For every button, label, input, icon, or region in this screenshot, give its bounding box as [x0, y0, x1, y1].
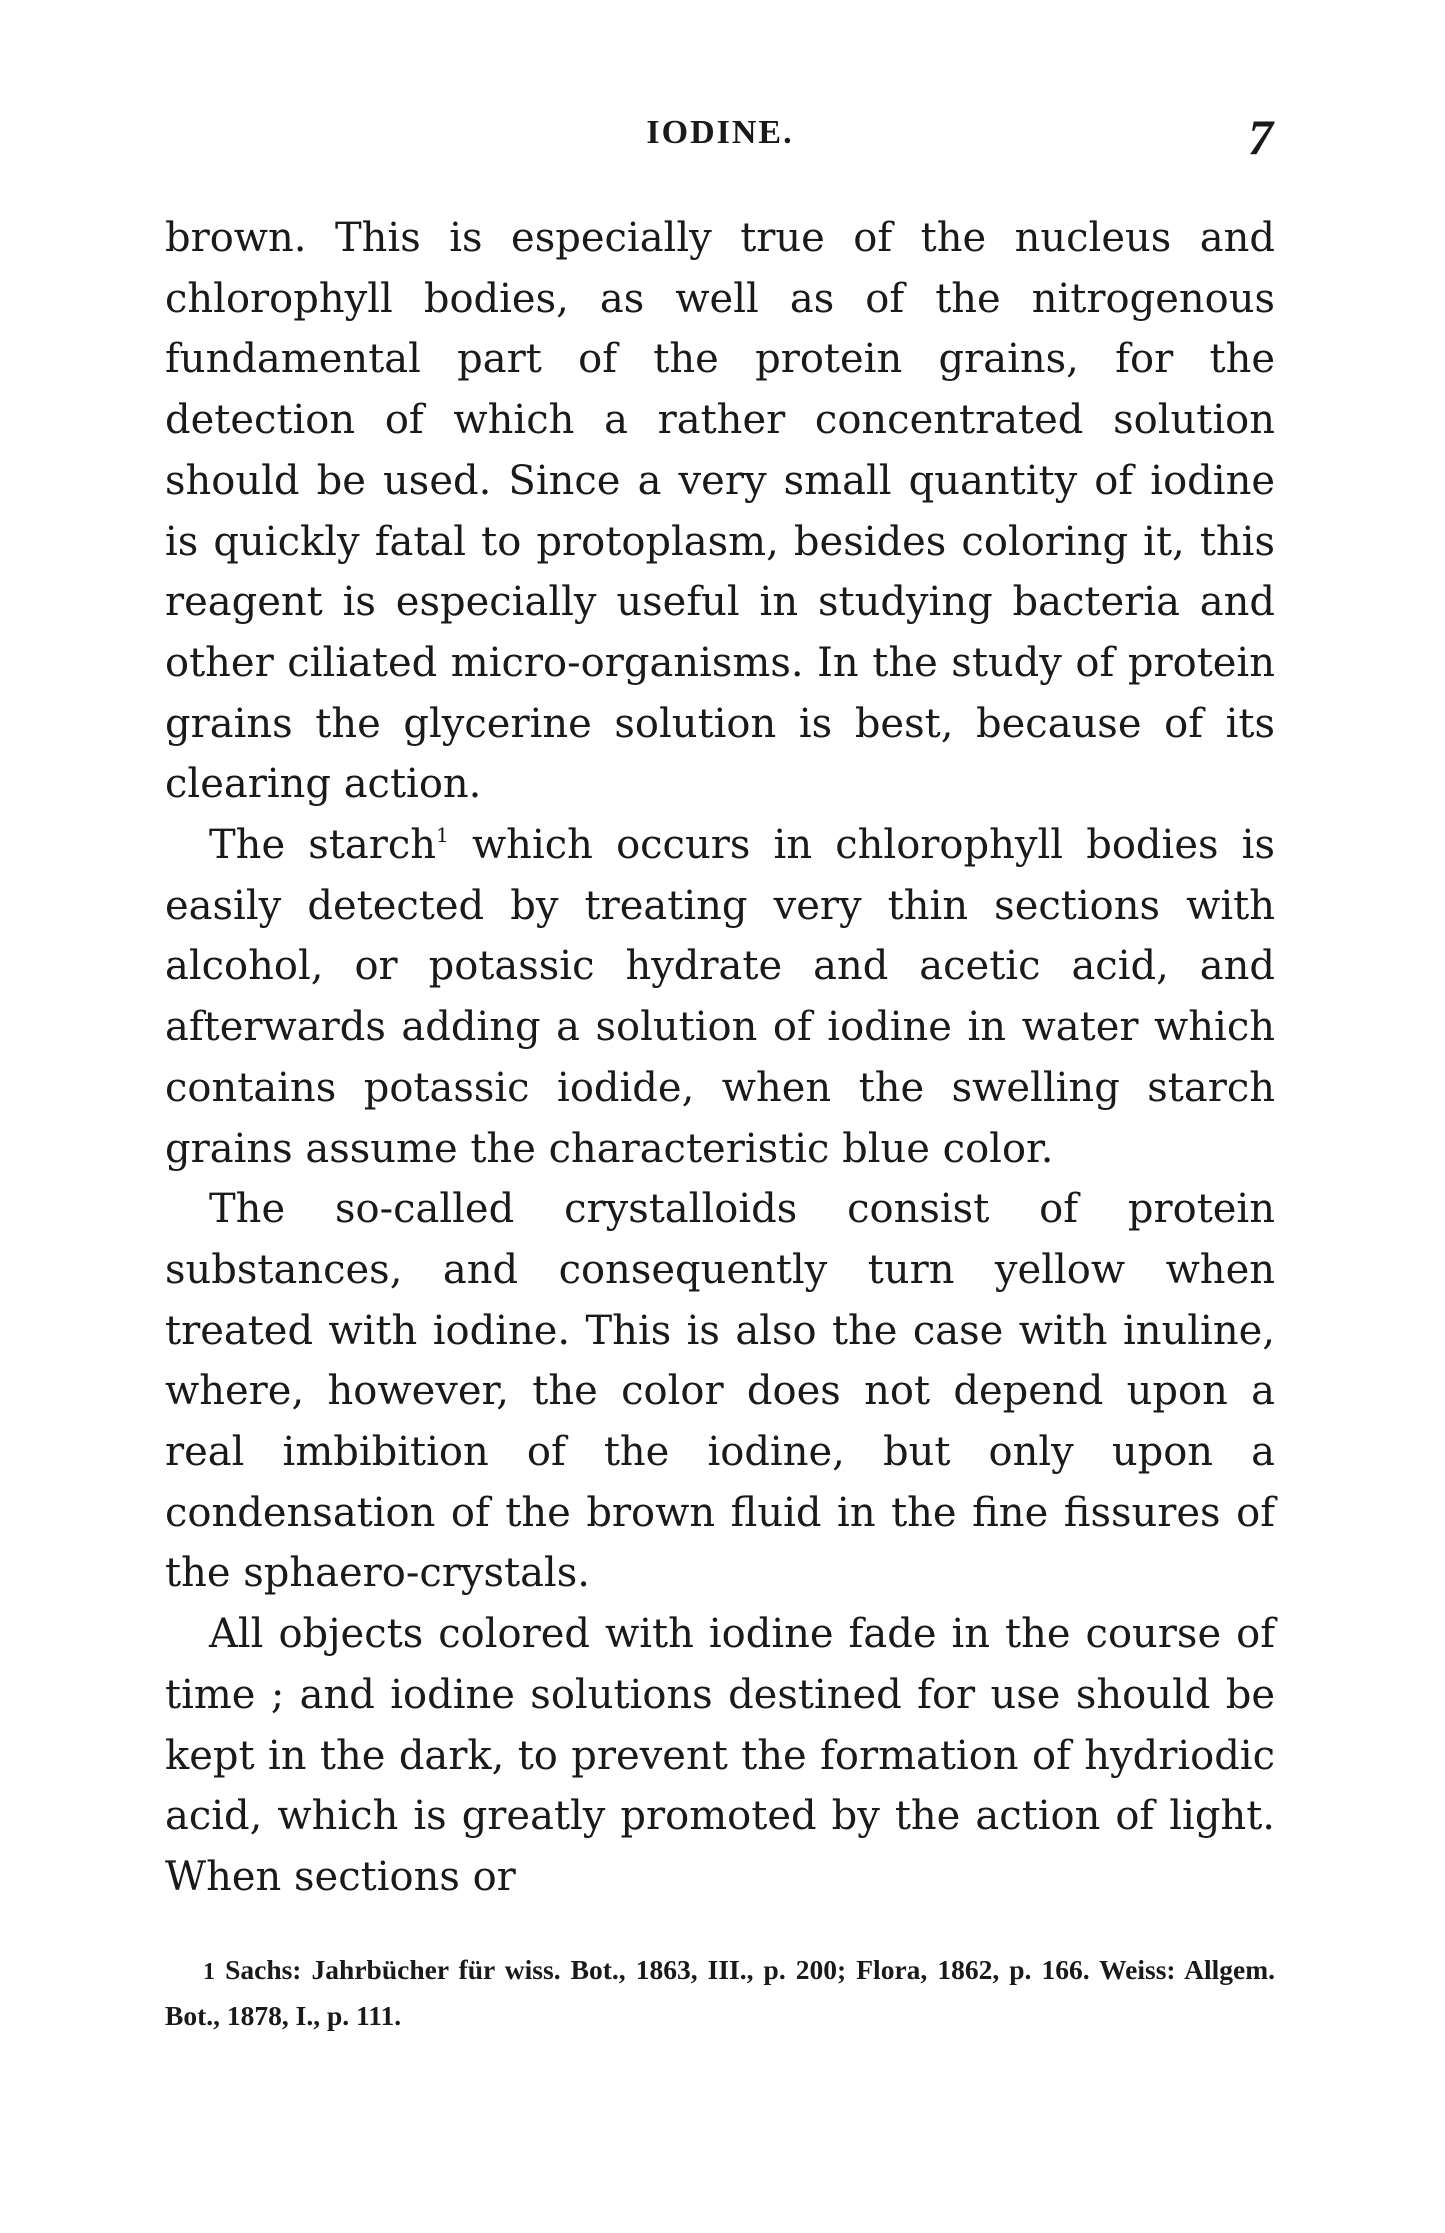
footnote-text: Sachs: Jahrbücher für wiss. Bot., 1863, III., p. 200; Flora, 1862, p. 166. Weiss: Allgem. Bot., 1878, I., p. 111.	[165, 1954, 1275, 2031]
running-head	[165, 108, 1275, 168]
running-title: IODINE.	[646, 114, 794, 151]
page-number: 7	[1248, 109, 1273, 165]
paragraph-3: The so-called crystalloids consist of protein substances, and consequently turn yellow when treated with iodine. This is also the case with inuline, where, however, the color does not depend upon a real imbibition of the iodine, but only upon a condensation of the brown fluid in the fine fissures of the sphaero-crystals.	[165, 1186, 1275, 1597]
paragraph-2	[165, 815, 1275, 1179]
footnote-mark: 1	[203, 1959, 215, 1985]
body-text	[165, 208, 1275, 1908]
paragraph-2-start: The starch	[209, 822, 437, 869]
footnote-reference: 1	[436, 823, 449, 848]
paragraph-4: All objects colored with iodine fade in the course of time ; and iodine solutions destined for use should be kept in the dark, to prevent the formation of hydriodic acid, which is greatly promoted by the action of light. When sections or	[165, 1611, 1275, 1900]
footnote-1	[165, 1948, 1275, 2038]
paragraph-2-rest: which occurs in chlorophyll bodies is easily detected by treating very thin sections with alcohol, or potassic hydrate and acetic acid, and afterwards adding a solution of iodine in water which contains potassic iodide, when the swelling starch grains assume the characteristic blue color.	[165, 822, 1276, 1172]
paragraph-1: brown. This is especially true of the nucleus and chlorophyll bodies, as well as of the nitrogenous fundamental part of the protein grains, for the detection of which a rather concentrated solution should be used. Since a very small quantity of iodine is quickly fatal to protoplasm, besides coloring it, this reagent is especially useful in studying bacteria and other ciliated micro-organisms. In the study of protein grains the glycerine solution is best, because of its clearing action.	[165, 215, 1275, 808]
footnotes	[165, 1948, 1275, 2038]
